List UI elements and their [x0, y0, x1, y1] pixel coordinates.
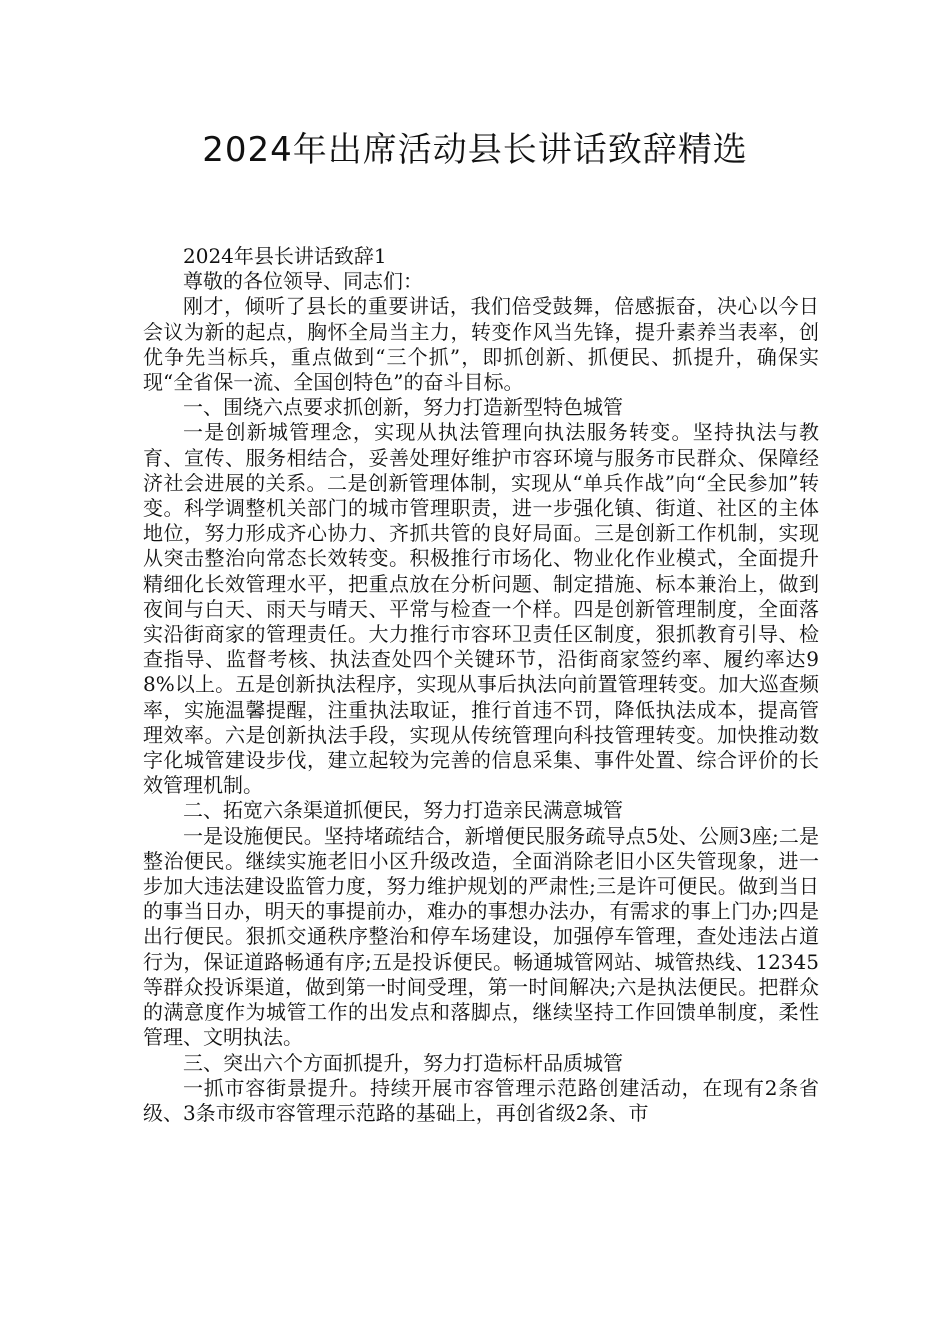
- section-heading: 二、拓宽六条渠道抓便民，努力打造亲民满意城管: [183, 798, 623, 823]
- section-heading: 三、突出六个方面抓提升，努力打造标杆品质城管: [183, 1050, 623, 1075]
- paragraph: 一抓市容街景提升。持续开展市容管理示范路创建活动，在现有2条省级、3条市级市容管理示范路的基础上，再创省级2条、市: [143, 1075, 819, 1125]
- paragraph: 一是创新城管理念，实现从执法管理向执法服务转变。坚持执法与教育、宣传、服务相结合，妥善处理好维护市容环境与服务市民群众、保障经济社会进展的关系。二是创新管理体制，实现从“单兵作战”向“全民参加”转变。科学调整机关部门的城市管理职责，进一步强化镇、街道、社区的主体地位，努力形成齐心协力、齐抓共管的良好局面。三是创新工作机制，实现从突击整治向常态长效转变。积极推行市场化、物业化作业模式，全面提升精细化长效管理水平，把重点放在分析问题、制定措施、标本兼治上，做到夜间与白天、雨天与晴天、平常与检查一个样。四是创新管理制度，全面落实沿街商家的管理责任。大力推行市容环卫责任区制度，狠抓教育引导、检查指导、监督考核、执法查处四个关键环节，沿街商家签约率、履约率达98%以上。五是创新执法程序，实现从事后执法向前置管理转变。加大巡查频率，实施温馨提醒，注重执法取证，推行首违不罚，降低执法成本，提高管理效率。六是创新执法手段，实现从传统管理向科技管理转变。加快推动数字化城管建设步伐，建立起较为完善的信息采集、事件处置、综合评价的长效管理机制。: [143, 420, 819, 798]
- section-heading: 一、围绕六点要求抓创新，努力打造新型特色城管: [183, 395, 623, 420]
- paragraph: 一是设施便民。坚持堵疏结合，新增便民服务疏导点5处、公厕3座;二是整治便民。继续实施老旧小区升级改造，全面消除老旧小区失管现象，进一步加大违法建设监管力度，努力维护规划的严肃性;三是许可便民。做到当日的事当日办，明天的事提前办，难办的事想办法办，有需求的事上门办;四是出行便民。狠抓交通秩序整治和停车场建设，加强停车管理，查处违法占道行为，保证道路畅通有序;五是投诉便民。畅通城管网站、城管热线、12345等群众投诉渠道，做到第一时间受理，第一时间解决;六是执法便民。把群众的满意度作为城管工作的出发点和落脚点，继续坚持工作回馈单制度，柔性管理、文明执法。: [143, 823, 819, 1050]
- document-body: [143, 244, 819, 1126]
- section-heading: 2024年县长讲话致辞1: [183, 244, 387, 268]
- salutation: 尊敬的各位领导、同志们：: [183, 269, 423, 294]
- document-title: 2024年出席活动县长讲话致辞精选: [202, 130, 748, 170]
- paragraph: 刚才，倾听了县长的重要讲话，我们倍受鼓舞，倍感振奋，决心以今日会议为新的起点，胸怀全局当主力，转变作风当先锋，提升素养当表率，创优争先当标兵，重点做到“三个抓”，即抓创新、抓便民、抓提升，确保实现“全省保一流、全国创特色”的奋斗目标。: [143, 294, 819, 395]
